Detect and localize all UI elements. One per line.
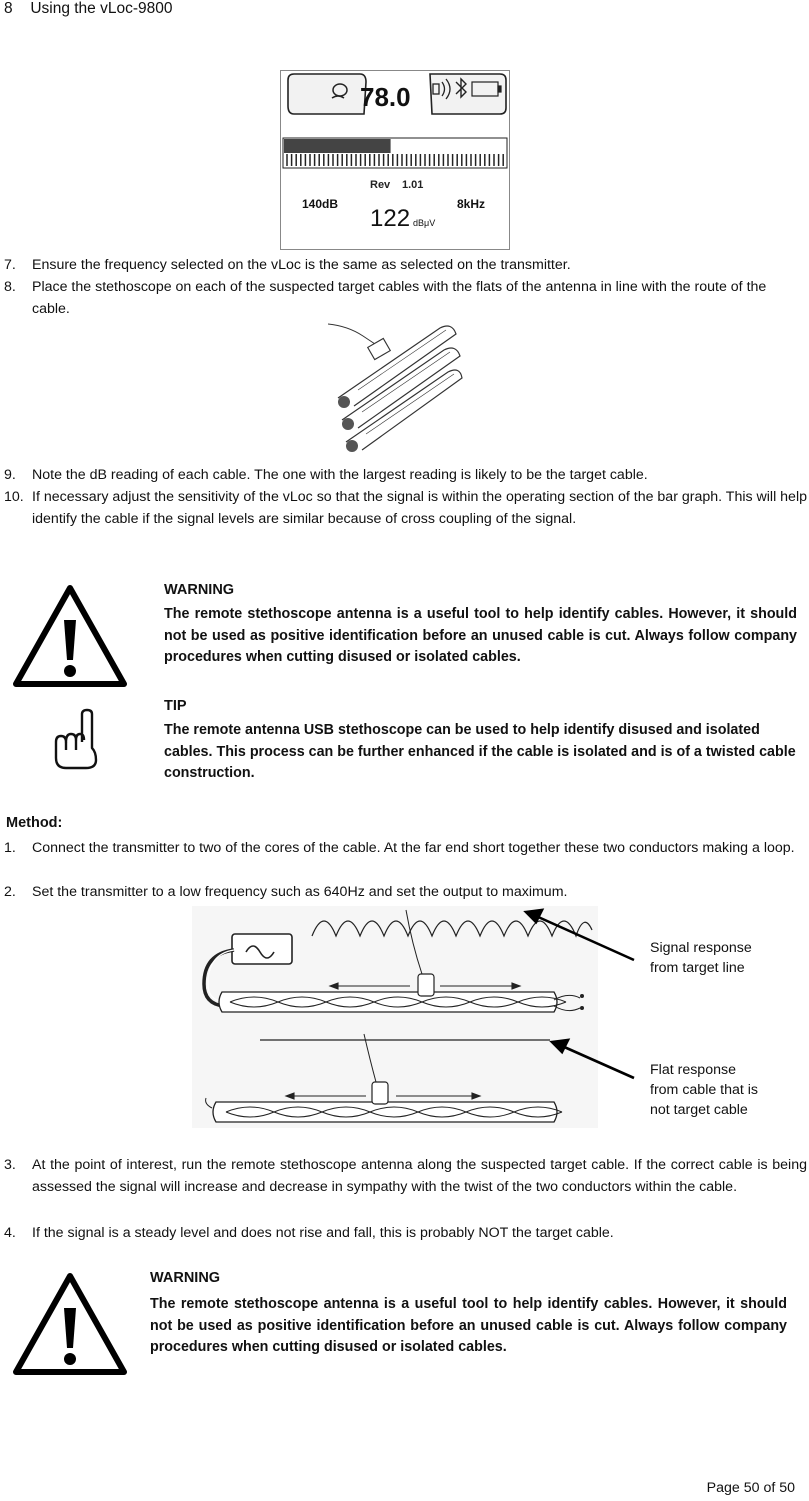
list-item: 7. Ensure the frequency selected on the vLoc is the same as selected on the transmitter. (4, 257, 571, 273)
list-item: 1. Connect the transmitter to two of the cores of the cable. At the far end short together these two conductors making a loop. (4, 840, 795, 856)
list-item: 4. If the signal is a steady level and does not rise and fall, this is probably NOT the target cable. (4, 1225, 614, 1241)
bar-graph-fill (284, 139, 391, 153)
section-number: 8 (4, 0, 13, 17)
page-number: Page 50 of 50 (706, 1480, 795, 1496)
pointing-hand-icon (50, 708, 102, 770)
warning-triangle-icon (12, 584, 128, 688)
warning-heading: WARNING (150, 1270, 221, 1286)
rev-value: 1.01 (402, 179, 424, 191)
signal-unit: dBμV (413, 218, 436, 228)
list-item: 3. At the point of interest, run the remote stethoscope antenna along the suspected target cable. If the correct cable is being assessed the signal will increase and decrease in sympathy with the twist of the two conductors within the cable. (4, 1157, 807, 1195)
warning-triangle-icon (12, 1272, 128, 1376)
signal-value: 122 (370, 205, 411, 232)
callout-signal-response: Signal response from target line (650, 940, 752, 976)
gain-value: 140dB (302, 197, 339, 211)
method-heading: Method: (6, 815, 63, 831)
device-display-image (280, 70, 510, 250)
list-item: 2. Set the transmitter to a low frequency such as 640Hz and set the output to maximum. (4, 884, 568, 900)
list-item: 8. Place the stethoscope on each of the suspected target cables with the flats of the antenna in line with the route of the cable. (4, 279, 767, 317)
warning-heading: WARNING (164, 582, 235, 598)
list-item: 9. Note the dB reading of each cable. The one with the largest reading is likely to be the target cable. (4, 467, 648, 483)
callout-flat-response: Flat response from cable that is not target cable (650, 1062, 759, 1118)
tip-text: The remote antenna USB stethoscope can be used to help identify disused and isolated cables. This process can be further enhanced if the cable is isolated and is of a twisted cable construction. (164, 722, 796, 781)
warning-text: The remote stethoscope antenna is a useful tool to help identify cables. However, it should not be used as positive identification before an unused cable is cut. Always follow company procedures when cutting disused or isolated cables. (150, 1296, 787, 1355)
tip-heading: TIP (164, 698, 187, 714)
twisted-cable-diagram (190, 904, 650, 1130)
list-item: 10. If necessary adjust the sensitivity of the vLoc so that the signal is within the operating section of the bar graph. This will help identify the cable if the signal levels are similar because of cross coupling of the signal. (4, 489, 807, 527)
section-title: Using the vLoc-9800 (30, 0, 173, 17)
rev-label: Rev (370, 179, 391, 191)
display-reading: 78.0 (360, 82, 411, 112)
transmitter-icon (232, 934, 292, 964)
stethoscope-cables-illustration (328, 320, 463, 460)
frequency-value: 8kHz (457, 197, 486, 211)
warning-text: The remote stethoscope antenna is a useful tool to help identify cables. However, it should not be used as positive identification before an unused cable is cut. Always follow company procedures when cutting disused or isolated cables. (164, 606, 797, 665)
section-header (4, 0, 172, 18)
